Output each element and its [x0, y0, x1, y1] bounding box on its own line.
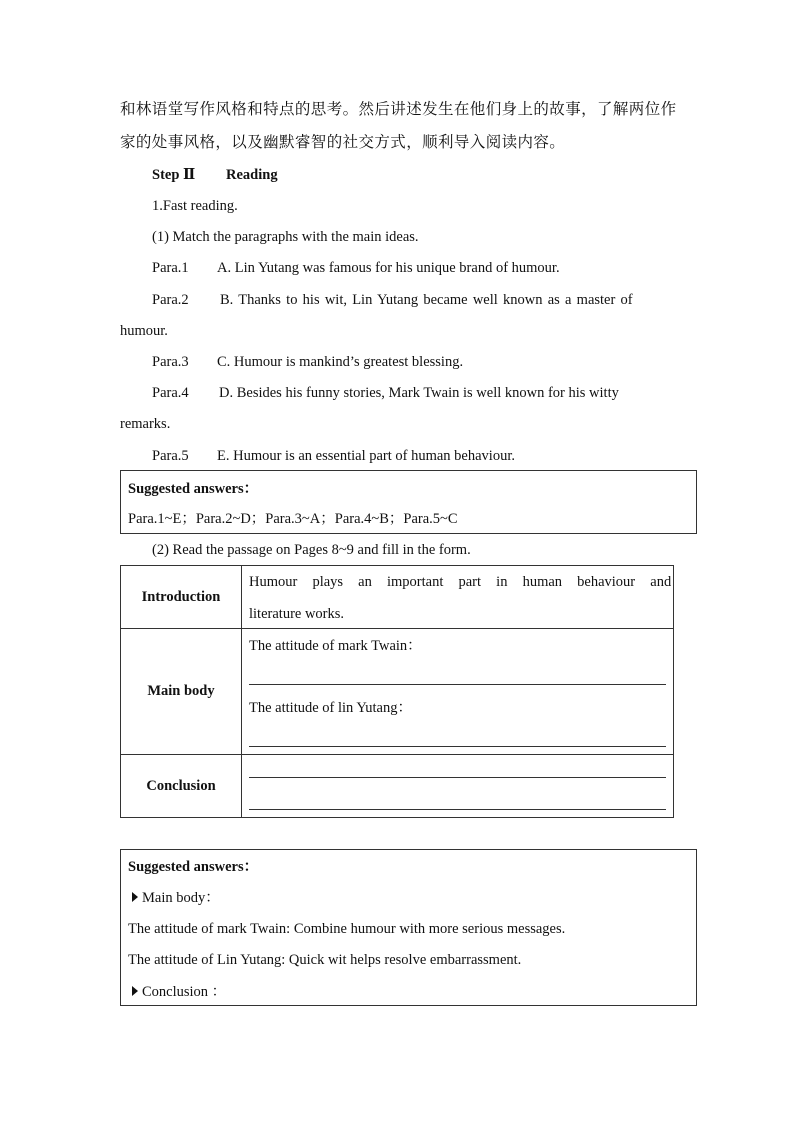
main-idea: B. Thanks to his wit, Lin Yutang became well known as a master of: [220, 292, 633, 308]
step-title: Reading: [226, 167, 278, 183]
table-row: [121, 566, 674, 629]
main-idea-continued: humour.: [120, 323, 168, 339]
answers-text: Para.1~E；Para.2~D；Para.3~A；Para.4~B；Para.5~C: [128, 511, 458, 527]
main-body-bullet: [132, 888, 220, 908]
table-row: [121, 755, 674, 818]
conclusion-answer-line-2[interactable]: [249, 809, 666, 810]
mark-twain-answer-line[interactable]: [249, 684, 666, 685]
introduction-cell: [242, 566, 674, 629]
conclusion-cell: [242, 755, 674, 818]
suggested-answers-box-2: [120, 849, 697, 1006]
conclusion-bullet: [132, 982, 226, 1002]
conclusion-header: Conclusion: [121, 755, 242, 818]
match-task: (1) Match the paragraphs with the main ideas.: [152, 229, 419, 245]
introduction-header: Introduction: [121, 566, 242, 629]
lin-yutang-attitude-label: The attitude of lin Yutang：: [249, 700, 412, 716]
para-label: Para.1: [152, 260, 189, 276]
lin-yutang-answer-line[interactable]: [249, 746, 666, 747]
lin-yutang-answer: The attitude of Lin Yutang: Quick wit helps resolve embarrassment.: [128, 952, 522, 968]
main-idea-continued: remarks.: [120, 416, 171, 432]
suggested-answers-box-1: [120, 470, 697, 534]
answers-title: Suggested answers：: [128, 481, 259, 497]
step-label: Step Ⅱ: [152, 167, 196, 183]
mark-twain-answer: The attitude of mark Twain: Combine humour with more serious messages.: [128, 921, 566, 937]
main-idea: D. Besides his funny stories, Mark Twain is well known for his witty: [219, 385, 619, 401]
intro-line-2: 家的处事风格，以及幽默睿智的社交方式，顺利导入阅读内容。: [120, 134, 566, 151]
triangle-bullet-icon: [132, 986, 138, 996]
main-idea: E. Humour is an essential part of human behaviour.: [217, 448, 515, 464]
reading-form-table: [120, 565, 674, 818]
table-row: [121, 629, 674, 755]
main-body-cell: [242, 629, 674, 755]
main-body-label: Main body：: [142, 890, 220, 906]
introduction-text-1: Humour plays an important part in human behaviour and: [249, 574, 672, 590]
para-label: Para.2: [152, 292, 189, 308]
conclusion-answer-line-1[interactable]: [249, 777, 666, 778]
triangle-bullet-icon: [132, 892, 138, 902]
introduction-text-2: literature works.: [249, 606, 345, 622]
main-body-header: Main body: [121, 629, 242, 755]
para-label: Para.3: [152, 354, 189, 370]
fill-form-task: (2) Read the passage on Pages 8~9 and fill in the form.: [152, 542, 471, 558]
main-idea: C. Humour is mankind’s greatest blessing.: [217, 354, 464, 370]
main-idea: A. Lin Yutang was famous for his unique brand of humour.: [217, 260, 560, 276]
mark-twain-attitude-label: The attitude of mark Twain：: [249, 638, 422, 654]
fast-reading-heading: 1.Fast reading.: [152, 198, 238, 214]
para-label: Para.4: [152, 385, 189, 401]
answers-title: Suggested answers：: [128, 859, 259, 875]
conclusion-label: Conclusion ：: [142, 984, 227, 1000]
intro-line-1: 和林语堂写作风格和特点的思考。然后讲述发生在他们身上的故事，了解两位作: [120, 101, 677, 118]
para-label: Para.5: [152, 448, 189, 464]
